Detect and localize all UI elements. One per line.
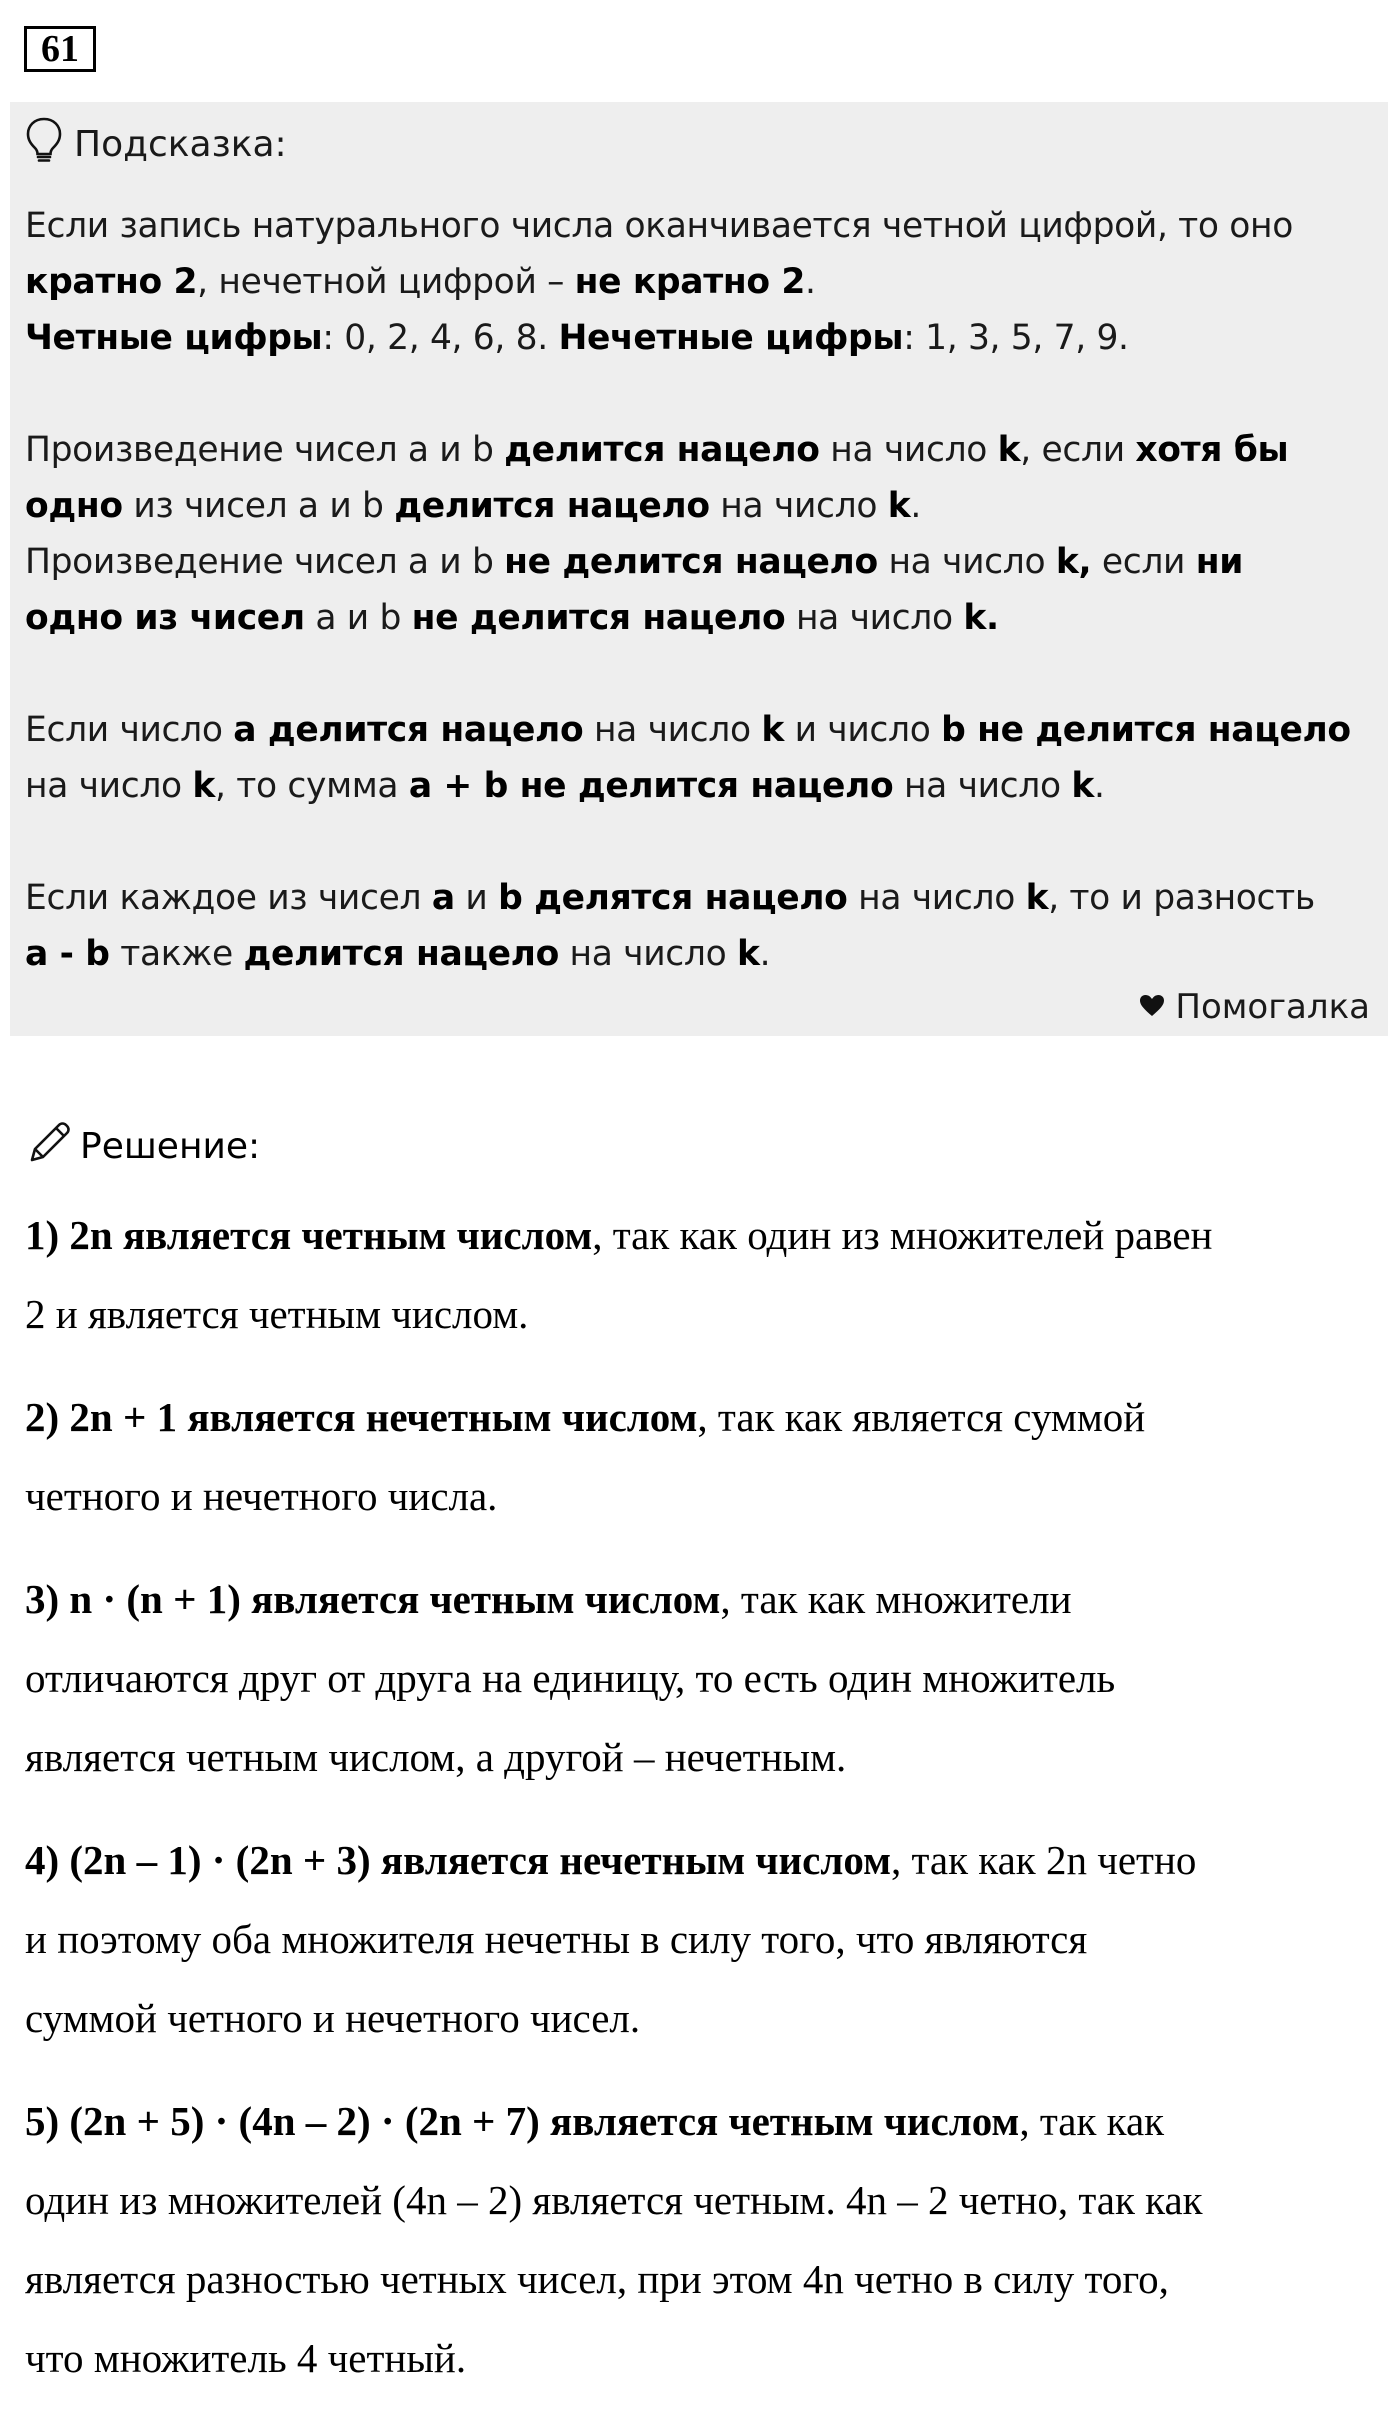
bold-text: не делится нацело [411,598,786,638]
hint-line [25,758,1375,814]
solution-line [25,1275,1385,1354]
solution-line [25,1378,1385,1457]
bold-text: 5) (2n + 5) · (4n – 2) · (2n + 7) является четным числом [25,2098,1020,2144]
blank-line [25,814,1375,870]
text: и [454,878,499,918]
solution-line [25,1900,1385,1979]
text: на число [819,430,998,470]
hint-line [25,422,1375,478]
bold-text: одно из чисел [25,598,305,638]
bold-text: делится нацело [394,486,710,526]
text: , если [1020,430,1136,470]
bold-text: делится нацело [243,934,559,974]
text: Если запись натурального числа оканчивается четной цифрой, то оно [25,206,1294,246]
text: Если число [25,710,234,750]
text: и поэтому оба множителя нечетны в силу того, что являются [25,1916,1088,1962]
text: , так как один из множителей равен [592,1212,1213,1258]
bold-text: ни [1195,542,1244,582]
hint-line [25,478,1375,534]
text: Если каждое из чисел [25,878,432,918]
solution-line [25,1979,1385,2058]
text: является четным числом, а другой – нечетным. [25,1734,847,1780]
bold-text: k [997,430,1021,470]
task-number: 61 [24,26,96,72]
bold-text: a делится нацело [233,710,584,750]
text: что множитель 4 четный. [25,2335,467,2381]
text: на число [558,934,737,974]
bold-text: k [192,766,216,806]
solution-line [25,1457,1385,1536]
text: : 1, 3, 5, 7, 9. [903,318,1129,358]
credit [1139,980,1370,1034]
solution-line [25,2082,1385,2161]
bold-text: 1) 2n является четным числом [25,1212,593,1258]
solution-line [25,1560,1385,1639]
text: a и b [304,598,412,638]
hint-panel [10,102,1388,1036]
bold-text: кратно 2 [25,262,198,302]
bold-text: b не делится нацело [941,710,1351,750]
hint-line [25,198,1375,254]
bold-text: b делятся нацело [498,878,848,918]
solution-line [25,1196,1385,1275]
solution-text [25,1196,1385,2422]
solution-line [25,1718,1385,1797]
text: четного и нечетного числа. [25,1473,498,1519]
text: : 0, 2, 4, 6, 8. [322,318,559,358]
text: и число [783,710,942,750]
credit-text: Помогалка [1175,987,1370,1027]
hint-header [24,116,287,172]
solution-header [26,1118,260,1174]
text: 2 и является четным числом. [25,1291,529,1337]
hint-line [25,534,1375,590]
solution-line [25,2319,1385,2398]
hint-line [25,926,1375,982]
bold-text: 3) n · (n + 1) является четным числом [25,1576,721,1622]
text: , то сумма [215,766,409,806]
text: . [759,934,771,974]
text: на число [893,766,1072,806]
text: , так как множители [720,1576,1072,1622]
solution-line [25,1821,1385,1900]
solution-item [25,1196,1385,1354]
text: на число [583,710,762,750]
bold-text: делится нацело [504,430,820,470]
hint-text [25,198,1375,982]
hint-line [25,702,1375,758]
text: . [910,486,921,526]
hint-line [25,254,1375,310]
text: , нечетной цифрой – [197,262,575,302]
text: если [1091,542,1196,582]
solution-item [25,1560,1385,1797]
solution-item [25,1821,1385,2058]
text: на число [25,766,193,806]
text: на число [847,878,1026,918]
bold-text: k [887,486,911,526]
lightbulb-icon [24,116,64,173]
text: из чисел a и b [122,486,395,526]
bold-text: a [431,878,455,918]
hint-line [25,590,1375,646]
bold-text: одно [25,486,123,526]
text: , так как 2n четно [891,1837,1197,1883]
heart-icon [1139,980,1165,1034]
bold-text: a - b [25,934,110,974]
bold-text: k, [1055,542,1092,582]
bold-text: a + b не делится нацело [408,766,894,806]
bold-text: 2) 2n + 1 является нечетным числом [25,1394,698,1440]
text: Произведение чисел a и b [25,542,505,582]
text: является разностью четных чисел, при этом 4n четно в силу того, [25,2256,1169,2302]
bold-text: k [1025,878,1049,918]
solution-line [25,2161,1385,2240]
bold-text: 4) (2n – 1) · (2n + 3) является нечетным числом [25,1837,892,1883]
hint-line [25,310,1375,366]
hint-title: Подсказка: [74,123,287,165]
text: . [1093,766,1105,806]
text: , то и разность [1048,878,1315,918]
bold-text: не кратно 2 [574,262,805,302]
solution-title: Решение: [80,1125,261,1167]
bold-text: не делится нацело [504,542,878,582]
bold-text: k [736,934,760,974]
blank-line [25,366,1375,422]
bold-text: k. [963,598,999,638]
text: , так как является суммой [697,1394,1146,1440]
text: Произведение чисел a и b [25,430,505,470]
text: . [805,262,816,302]
bold-text: k [1071,766,1094,806]
text: на число [785,598,964,638]
bold-text: Нечетные цифры [558,318,904,358]
text: отличаются друг от друга на единицу, то есть один множитель [25,1655,1116,1701]
text: один из множителей (4n – 2) является четным. 4n – 2 четно, так как [25,2177,1203,2223]
bold-text: k [761,710,784,750]
solution-item [25,2082,1385,2398]
text: также [109,934,244,974]
hint-line [25,870,1375,926]
blank-line [25,646,1375,702]
solution-line [25,1639,1385,1718]
text: на число [877,542,1056,582]
solution-item [25,1378,1385,1536]
pencil-icon [26,1118,74,1175]
text: , так как [1019,2098,1165,2144]
text: на число [709,486,888,526]
text: суммой четного и нечетного чисел. [25,1995,641,2041]
bold-text: Четные цифры [25,318,323,358]
bold-text: хотя бы [1135,430,1289,470]
